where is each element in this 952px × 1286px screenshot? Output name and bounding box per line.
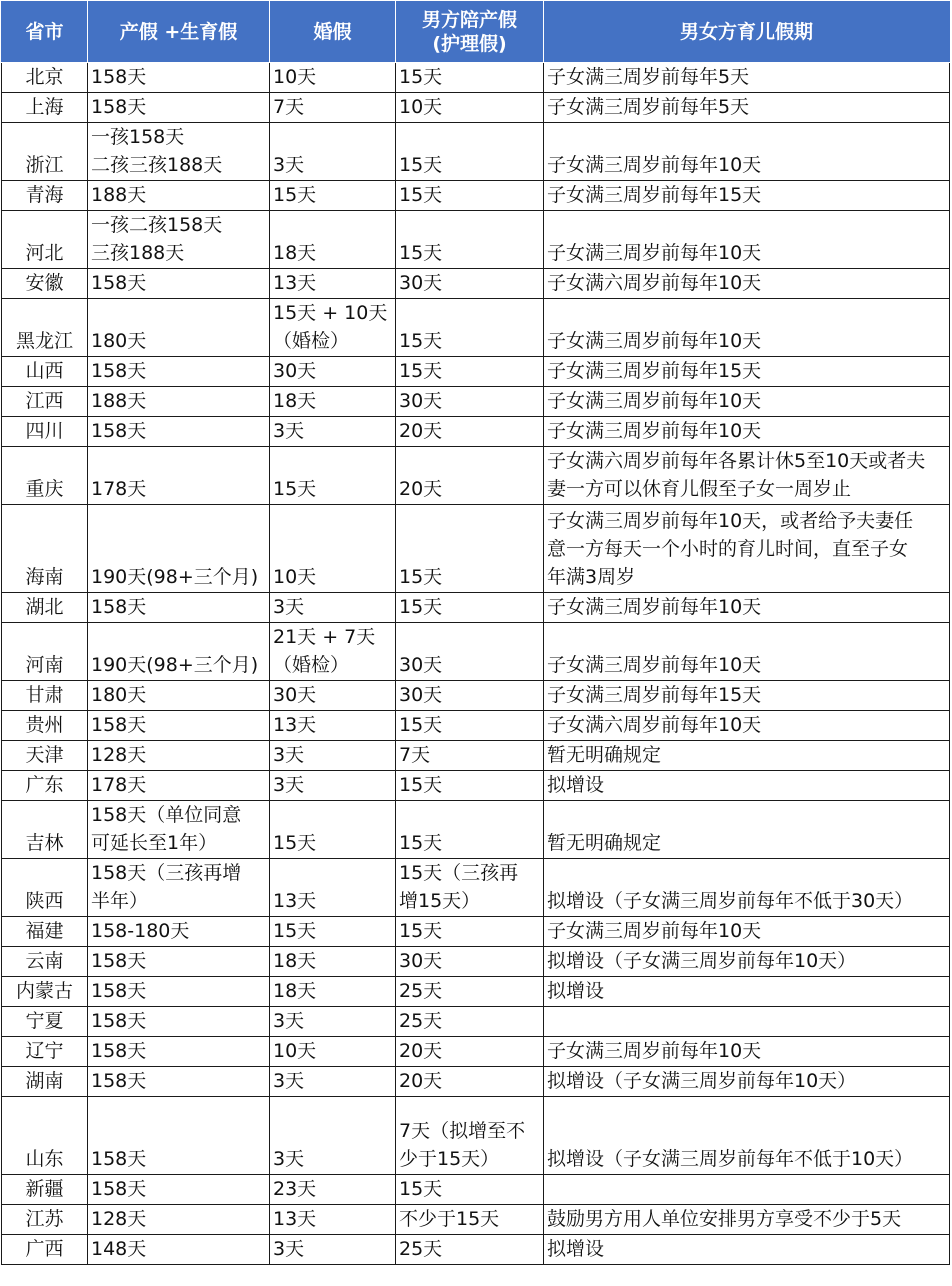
cell-province: 广西 <box>2 1235 88 1265</box>
cell-parental: 子女满三周岁前每年10天 <box>544 417 950 447</box>
cell-parental: 暂无明确规定 <box>544 801 950 859</box>
cell-province: 宁夏 <box>2 1007 88 1037</box>
cell-marriage: 18天 <box>270 947 396 977</box>
cell-maternity: 158天 <box>88 1007 270 1037</box>
cell-parental <box>544 1175 950 1205</box>
table-row <box>2 357 950 387</box>
table-row <box>2 1235 950 1265</box>
cell-paternity: 20天 <box>396 1067 544 1097</box>
cell-paternity: 15天 <box>396 211 544 269</box>
cell-province: 黑龙江 <box>2 299 88 357</box>
cell-paternity: 15天（三孩再 增15天） <box>396 859 544 917</box>
cell-province: 河北 <box>2 211 88 269</box>
cell-maternity: 158天 <box>88 947 270 977</box>
cell-paternity: 15天 <box>396 711 544 741</box>
cell-parental: 子女满三周岁前每年5天 <box>544 93 950 123</box>
cell-marriage: 30天 <box>270 357 396 387</box>
cell-maternity: 128天 <box>88 741 270 771</box>
cell-parental: 子女满三周岁前每年10天，或者给予夫妻任 意一方每天一个小时的育儿时间，直至子女 年满3周岁 <box>544 505 950 593</box>
table-row <box>2 1097 950 1175</box>
cell-marriage: 3天 <box>270 771 396 801</box>
cell-maternity: 178天 <box>88 771 270 801</box>
table-row <box>2 63 950 93</box>
header-marriage: 婚假 <box>270 2 396 63</box>
cell-marriage: 18天 <box>270 211 396 269</box>
header-paternity <box>396 2 544 63</box>
cell-parental: 拟增设 <box>544 1235 950 1265</box>
table-row <box>2 1007 950 1037</box>
cell-marriage: 3天 <box>270 1067 396 1097</box>
cell-parental: 暂无明确规定 <box>544 741 950 771</box>
cell-province: 福建 <box>2 917 88 947</box>
cell-paternity: 7天 <box>396 741 544 771</box>
cell-paternity: 7天（拟增至不 少于15天） <box>396 1097 544 1175</box>
cell-maternity: 158天 <box>88 417 270 447</box>
cell-province: 浙江 <box>2 123 88 181</box>
cell-maternity: 188天 <box>88 181 270 211</box>
cell-parental: 拟增设 <box>544 771 950 801</box>
cell-province: 内蒙古 <box>2 977 88 1007</box>
header-row <box>2 2 950 63</box>
cell-province: 上海 <box>2 93 88 123</box>
cell-province: 陕西 <box>2 859 88 917</box>
cell-paternity: 30天 <box>396 623 544 681</box>
table-row <box>2 801 950 859</box>
cell-parental <box>544 1007 950 1037</box>
cell-marriage: 3天 <box>270 123 396 181</box>
cell-marriage: 23天 <box>270 1175 396 1205</box>
cell-maternity: 158天 <box>88 357 270 387</box>
cell-province: 重庆 <box>2 447 88 505</box>
cell-paternity: 15天 <box>396 771 544 801</box>
cell-province: 安徽 <box>2 269 88 299</box>
cell-province: 山西 <box>2 357 88 387</box>
cell-parental: 子女满三周岁前每年10天 <box>544 211 950 269</box>
table-header <box>2 2 950 63</box>
cell-paternity: 25天 <box>396 1235 544 1265</box>
cell-province: 甘肃 <box>2 681 88 711</box>
cell-parental: 拟增设 <box>544 977 950 1007</box>
cell-marriage: 15天 <box>270 801 396 859</box>
cell-paternity: 25天 <box>396 977 544 1007</box>
cell-maternity: 一孩158天 二孩三孩188天 <box>88 123 270 181</box>
table-row <box>2 299 950 357</box>
cell-maternity: 158天 <box>88 1175 270 1205</box>
cell-maternity: 158-180天 <box>88 917 270 947</box>
cell-marriage: 18天 <box>270 387 396 417</box>
cell-marriage: 7天 <box>270 93 396 123</box>
cell-paternity: 15天 <box>396 299 544 357</box>
table-row <box>2 93 950 123</box>
cell-paternity: 30天 <box>396 387 544 417</box>
cell-paternity: 15天 <box>396 593 544 623</box>
cell-paternity: 15天 <box>396 1175 544 1205</box>
cell-parental: 子女满三周岁前每年10天 <box>544 299 950 357</box>
cell-maternity: 178天 <box>88 447 270 505</box>
cell-marriage: 3天 <box>270 1007 396 1037</box>
cell-province: 湖南 <box>2 1067 88 1097</box>
table-row <box>2 741 950 771</box>
cell-parental: 拟增设（子女满三周岁前每年10天） <box>544 947 950 977</box>
table-body <box>2 63 950 1265</box>
table-row <box>2 1205 950 1235</box>
cell-paternity: 15天 <box>396 181 544 211</box>
cell-maternity: 180天 <box>88 299 270 357</box>
cell-maternity: 148天 <box>88 1235 270 1265</box>
cell-province: 广东 <box>2 771 88 801</box>
cell-maternity: 180天 <box>88 681 270 711</box>
cell-province: 湖北 <box>2 593 88 623</box>
cell-parental: 子女满六周岁前每年10天 <box>544 711 950 741</box>
header-paternity-line2: (护理假) <box>432 33 507 55</box>
cell-province: 贵州 <box>2 711 88 741</box>
cell-province: 四川 <box>2 417 88 447</box>
cell-maternity: 158天 <box>88 1067 270 1097</box>
cell-maternity: 158天 <box>88 63 270 93</box>
cell-marriage: 13天 <box>270 1205 396 1235</box>
cell-parental: 拟增设（子女满三周岁前每年10天） <box>544 1067 950 1097</box>
table-row <box>2 123 950 181</box>
cell-paternity: 30天 <box>396 269 544 299</box>
cell-maternity: 158天（三孩再增 半年） <box>88 859 270 917</box>
cell-paternity: 20天 <box>396 417 544 447</box>
cell-marriage: 10天 <box>270 63 396 93</box>
table-row <box>2 1175 950 1205</box>
table-row <box>2 681 950 711</box>
cell-maternity: 158天 <box>88 269 270 299</box>
leave-policy-table <box>1 1 950 1265</box>
cell-paternity: 15天 <box>396 63 544 93</box>
cell-marriage: 18天 <box>270 977 396 1007</box>
cell-marriage: 3天 <box>270 741 396 771</box>
cell-marriage: 13天 <box>270 269 396 299</box>
table-row <box>2 917 950 947</box>
header-maternity: 产假 +生育假 <box>88 2 270 63</box>
cell-paternity: 20天 <box>396 447 544 505</box>
cell-parental: 子女满三周岁前每年15天 <box>544 357 950 387</box>
cell-marriage: 15天 + 10天 （婚检） <box>270 299 396 357</box>
cell-marriage: 3天 <box>270 1235 396 1265</box>
cell-parental: 子女满三周岁前每年15天 <box>544 681 950 711</box>
cell-province: 辽宁 <box>2 1037 88 1067</box>
table-row <box>2 387 950 417</box>
cell-parental: 子女满三周岁前每年10天 <box>544 623 950 681</box>
cell-parental: 拟增设（子女满三周岁前每年不低于30天） <box>544 859 950 917</box>
cell-marriage: 13天 <box>270 859 396 917</box>
cell-parental: 子女满六周岁前每年10天 <box>544 269 950 299</box>
cell-province: 北京 <box>2 63 88 93</box>
cell-paternity: 30天 <box>396 681 544 711</box>
table-row <box>2 977 950 1007</box>
table-row <box>2 947 950 977</box>
cell-maternity: 158天 <box>88 711 270 741</box>
cell-marriage: 10天 <box>270 1037 396 1067</box>
table-row <box>2 211 950 269</box>
cell-parental: 子女满三周岁前每年10天 <box>544 387 950 417</box>
cell-maternity: 190天(98+三个月) <box>88 505 270 593</box>
cell-maternity: 158天（单位同意 可延长至1年） <box>88 801 270 859</box>
cell-maternity: 158天 <box>88 93 270 123</box>
cell-province: 云南 <box>2 947 88 977</box>
cell-parental: 子女满三周岁前每年10天 <box>544 123 950 181</box>
cell-parental: 鼓励男方用人单位安排男方享受不少于5天 <box>544 1205 950 1235</box>
cell-parental: 子女满三周岁前每年10天 <box>544 593 950 623</box>
cell-parental: 子女满三周岁前每年10天 <box>544 917 950 947</box>
cell-paternity: 30天 <box>396 947 544 977</box>
cell-province: 新疆 <box>2 1175 88 1205</box>
header-parental: 男女方育儿假期 <box>544 2 950 63</box>
table-row <box>2 417 950 447</box>
header-paternity-line1: 男方陪产假 <box>421 9 517 31</box>
cell-maternity: 一孩二孩158天 三孩188天 <box>88 211 270 269</box>
cell-marriage: 3天 <box>270 1097 396 1175</box>
table-row <box>2 623 950 681</box>
cell-paternity: 15天 <box>396 123 544 181</box>
header-province: 省市 <box>2 2 88 63</box>
cell-province: 江西 <box>2 387 88 417</box>
cell-marriage: 15天 <box>270 917 396 947</box>
cell-parental: 拟增设（子女满三周岁前每年不低于10天） <box>544 1097 950 1175</box>
table-row <box>2 771 950 801</box>
cell-paternity: 20天 <box>396 1037 544 1067</box>
cell-province: 河南 <box>2 623 88 681</box>
cell-paternity: 15天 <box>396 357 544 387</box>
table-row <box>2 505 950 593</box>
cell-paternity: 15天 <box>396 801 544 859</box>
table-row <box>2 593 950 623</box>
cell-parental: 子女满三周岁前每年15天 <box>544 181 950 211</box>
cell-maternity: 158天 <box>88 1037 270 1067</box>
cell-parental: 子女满三周岁前每年10天 <box>544 1037 950 1067</box>
table-row <box>2 711 950 741</box>
cell-maternity: 188天 <box>88 387 270 417</box>
cell-paternity: 10天 <box>396 93 544 123</box>
cell-marriage: 15天 <box>270 181 396 211</box>
cell-maternity: 128天 <box>88 1205 270 1235</box>
cell-paternity: 25天 <box>396 1007 544 1037</box>
cell-marriage: 21天 + 7天 （婚检） <box>270 623 396 681</box>
table-row <box>2 1067 950 1097</box>
cell-province: 天津 <box>2 741 88 771</box>
cell-paternity: 15天 <box>396 917 544 947</box>
cell-paternity: 15天 <box>396 505 544 593</box>
cell-paternity: 不少于15天 <box>396 1205 544 1235</box>
cell-province: 江苏 <box>2 1205 88 1235</box>
cell-maternity: 190天(98+三个月) <box>88 623 270 681</box>
cell-marriage: 3天 <box>270 417 396 447</box>
cell-marriage: 13天 <box>270 711 396 741</box>
table-row <box>2 269 950 299</box>
cell-maternity: 158天 <box>88 1097 270 1175</box>
cell-parental: 子女满三周岁前每年5天 <box>544 63 950 93</box>
cell-province: 吉林 <box>2 801 88 859</box>
cell-province: 海南 <box>2 505 88 593</box>
cell-province: 山东 <box>2 1097 88 1175</box>
cell-marriage: 10天 <box>270 505 396 593</box>
cell-marriage: 15天 <box>270 447 396 505</box>
table-row <box>2 1037 950 1067</box>
cell-maternity: 158天 <box>88 593 270 623</box>
cell-marriage: 3天 <box>270 593 396 623</box>
table-row <box>2 181 950 211</box>
cell-province: 青海 <box>2 181 88 211</box>
cell-maternity: 158天 <box>88 977 270 1007</box>
table-row <box>2 447 950 505</box>
cell-marriage: 30天 <box>270 681 396 711</box>
table-row <box>2 859 950 917</box>
cell-parental: 子女满六周岁前每年各累计休5至10天或者夫 妻一方可以休育儿假至子女一周岁止 <box>544 447 950 505</box>
